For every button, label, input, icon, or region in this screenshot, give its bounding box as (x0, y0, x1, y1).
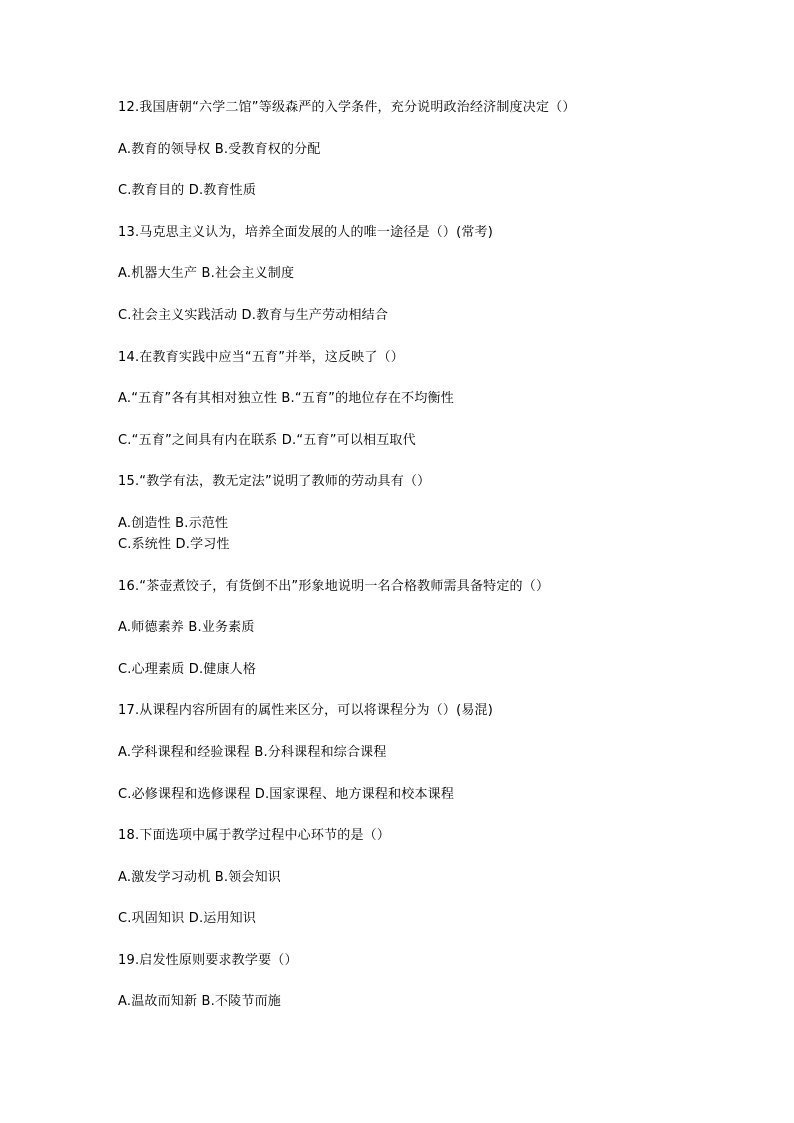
question-15-stem: 15.“教学有法，教无定法”说明了教师的劳动具有（） (118, 474, 431, 489)
question-17-stem: 17.从课程内容所固有的属性来区分，可以将课程分为（）(易混) (118, 703, 494, 718)
question-18-stem: 18.下面选项中属于教学过程中心环节的是（） (118, 828, 391, 843)
question-16-options-ab: A.师德素养 B.业务素质 (118, 620, 255, 635)
question-14-options-ab: A.“五育”各有其相对独立性 B.“五育”的地位存在不均衡性 (118, 391, 454, 406)
question-12-options-ab: A.教育的领导权 B.受教育权的分配 (118, 142, 321, 157)
question-13-stem: 13.马克思主义认为，培养全面发展的人的唯一途径是（）(常考) (118, 225, 494, 240)
question-15-options-ab: A.创造性 B.示范性 (118, 516, 229, 531)
question-16-options-cd: C.心理素质 D.健康人格 (118, 662, 257, 677)
question-14-stem: 14.在教育实践中应当“五育”并举，这反映了（） (118, 350, 404, 365)
question-12-options-cd: C.教育目的 D.教育性质 (118, 183, 257, 198)
question-17-options-cd: C.必修课程和选修课程 D.国家课程、地方课程和校本课程 (118, 787, 455, 802)
question-19-options-ab: A.温故而知新 B.不陵节而施 (118, 994, 281, 1009)
question-14-options-cd: C.“五育”之间具有内在联系 D.“五育”可以相互取代 (118, 433, 416, 448)
question-17-options-ab: A.学科课程和经验课程 B.分科课程和综合课程 (118, 745, 387, 760)
question-13-options-cd: C.社会主义实践活动 D.教育与生产劳动相结合 (118, 308, 389, 323)
question-12-stem: 12.我国唐朝“六学二馆”等级森严的入学条件，充分说明政治经济制度决定（） (118, 100, 576, 115)
question-16-stem: 16.“茶壶煮饺子，有货倒不出”形象地说明一名合格教师需具备特定的（） (118, 579, 550, 594)
question-13-options-ab: A.机器大生产 B.社会主义制度 (118, 266, 295, 281)
question-18-options-cd: C.巩固知识 D.运用知识 (118, 911, 257, 926)
question-19-stem: 19.启发性原则要求教学要（） (118, 953, 298, 968)
question-18-options-ab: A.激发学习动机 B.领会知识 (118, 870, 281, 885)
question-15-options-cd: C.系统性 D.学习性 (118, 537, 230, 552)
